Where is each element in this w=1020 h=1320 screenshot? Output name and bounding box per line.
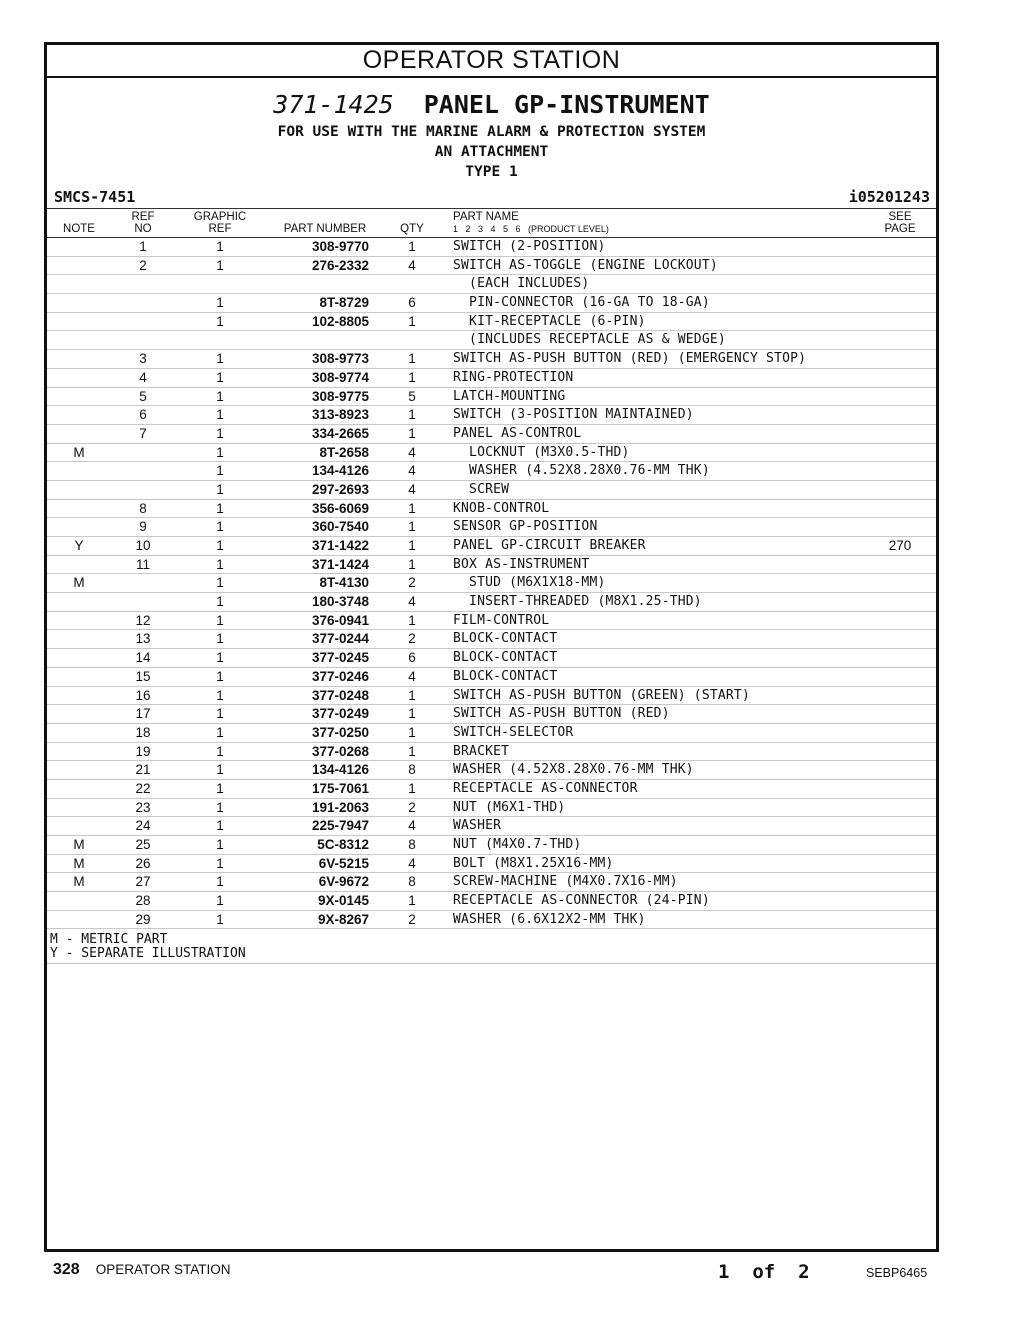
qty-cell: 2 xyxy=(408,575,416,591)
part-number-cell: 377-0268 xyxy=(311,743,369,759)
part-number-cell: 6V-9672 xyxy=(318,874,369,890)
page-of: 1 of 2 xyxy=(718,1261,810,1283)
col-ref-line1: REF xyxy=(131,211,155,223)
qty-cell: 2 xyxy=(408,799,416,815)
part-name-cell: SWITCH-SELECTOR xyxy=(453,724,574,740)
part-number-cell: 308-9770 xyxy=(311,239,369,254)
qty-cell: 4 xyxy=(408,594,416,610)
part-number-cell: 371-1424 xyxy=(311,556,369,572)
ref-no-cell: 22 xyxy=(135,780,151,796)
column-header-row xyxy=(47,209,936,238)
part-number-cell: 308-9775 xyxy=(311,388,369,404)
part-number-cell: 8T-4130 xyxy=(319,575,369,591)
subtitle-attachment: AN ATTACHMENT xyxy=(434,144,549,160)
parts-page-frame xyxy=(44,42,939,1252)
ref-no-cell: 1 xyxy=(139,239,147,254)
table-row xyxy=(47,855,936,874)
part-number-cell: 308-9773 xyxy=(311,351,369,367)
table-row xyxy=(47,369,936,388)
col-qty: QTY xyxy=(400,223,424,235)
part-name-cell: PIN-CONNECTOR (16-GA TO 18-GA) xyxy=(453,295,710,311)
qty-cell: 1 xyxy=(408,239,416,254)
qty-cell: 5 xyxy=(408,388,416,404)
graphic-ref-cell: 1 xyxy=(216,631,224,647)
part-name-cell: BLOCK-CONTACT xyxy=(453,668,558,684)
qty-cell: 1 xyxy=(408,687,416,703)
part-name-cell: FILM-CONTROL xyxy=(453,612,550,628)
table-row xyxy=(47,462,936,481)
qty-cell: 8 xyxy=(408,762,416,778)
table-row xyxy=(47,612,936,631)
part-name-cell: BOX AS-INSTRUMENT xyxy=(453,556,590,572)
part-number-cell: 134-4126 xyxy=(311,463,369,479)
part-number-cell: 134-4126 xyxy=(311,762,369,778)
part-number-cell: 308-9774 xyxy=(311,369,369,385)
graphic-ref-cell: 1 xyxy=(216,444,224,460)
table-row xyxy=(47,780,936,799)
table-row xyxy=(47,275,936,294)
part-number-cell: 360-7540 xyxy=(311,519,369,535)
table-row xyxy=(47,425,936,444)
ref-no-cell: 28 xyxy=(135,893,151,909)
graphic-ref-cell: 1 xyxy=(216,538,224,553)
graphic-ref-cell: 1 xyxy=(216,425,224,441)
qty-cell: 1 xyxy=(408,538,416,553)
table-row xyxy=(47,444,936,463)
part-name-cell: SWITCH AS-PUSH BUTTON (RED) xyxy=(453,706,670,722)
part-name-cell: WASHER (4.52X8.28X0.76-MM THK) xyxy=(453,463,710,479)
part-number-cell: 377-0250 xyxy=(311,724,369,740)
ref-no-cell: 15 xyxy=(135,668,151,684)
graphic-ref-cell: 1 xyxy=(216,500,224,516)
table-row xyxy=(47,388,936,407)
part-number-cell: 191-2063 xyxy=(311,799,369,815)
part-name-cell: SENSOR GP-POSITION xyxy=(453,519,598,535)
part-name-cell: RING-PROTECTION xyxy=(453,369,574,385)
ref-no-cell: 3 xyxy=(139,351,147,367)
ref-no-cell: 13 xyxy=(135,631,151,647)
part-name-cell: BOLT (M8X1.25X16-MM) xyxy=(453,855,614,871)
part-name-cell: RECEPTACLE AS-CONNECTOR xyxy=(453,780,638,796)
footer-left xyxy=(53,1261,230,1279)
graphic-ref-cell: 1 xyxy=(216,799,224,815)
part-name-cell: (EACH INCLUDES) xyxy=(453,276,590,292)
group-header xyxy=(47,78,936,209)
note-metric: M - METRIC PART xyxy=(50,932,168,948)
qty-cell: 1 xyxy=(408,351,416,367)
part-number-cell: 377-0249 xyxy=(311,706,369,722)
ref-no-cell: 18 xyxy=(135,724,151,740)
see-page-cell: 270 xyxy=(888,538,912,553)
graphic-ref-cell: 1 xyxy=(216,780,224,796)
table-row xyxy=(47,668,936,687)
subtitle-usage: FOR USE WITH THE MARINE ALARM & PROTECTION SYSTEM xyxy=(277,124,706,140)
graphic-ref-cell: 1 xyxy=(216,295,224,311)
part-number-cell: 8T-2658 xyxy=(319,444,369,460)
col-part-number: PART NUMBER xyxy=(283,223,367,235)
table-row xyxy=(47,556,936,575)
part-name-cell: BLOCK-CONTACT xyxy=(453,650,558,666)
group-part-name: PANEL GP-INSTRUMENT xyxy=(423,90,710,119)
table-row xyxy=(47,500,936,519)
graphic-ref-cell: 1 xyxy=(216,257,224,273)
table-row xyxy=(47,761,936,780)
qty-cell: 6 xyxy=(408,295,416,311)
qty-cell: 4 xyxy=(408,257,416,273)
part-number-cell: 8T-8729 xyxy=(319,295,369,311)
part-number-cell: 102-8805 xyxy=(311,313,369,329)
graphic-ref-cell: 1 xyxy=(216,612,224,628)
table-row xyxy=(47,649,936,668)
graphic-ref-cell: 1 xyxy=(216,239,224,254)
ref-no-cell: 27 xyxy=(135,874,151,890)
qty-cell: 1 xyxy=(408,724,416,740)
table-row xyxy=(47,687,936,706)
page-number: 328 xyxy=(53,1261,80,1278)
col-part-name: PART NAME xyxy=(453,211,519,223)
part-number-cell: 6V-5215 xyxy=(318,855,369,871)
ref-no-cell: 4 xyxy=(139,369,147,385)
col-graphic-line2: REF xyxy=(208,223,232,235)
table-row xyxy=(47,817,936,836)
qty-cell: 1 xyxy=(408,612,416,628)
part-number-cell: 313-8923 xyxy=(311,407,369,423)
qty-cell: 2 xyxy=(408,631,416,647)
part-number-cell: 297-2693 xyxy=(311,481,369,497)
part-name-cell: BRACKET xyxy=(453,743,510,759)
ref-no-cell: 6 xyxy=(139,407,147,423)
qty-cell: 1 xyxy=(408,780,416,796)
part-name-cell: STUD (M6X1X18-MM) xyxy=(453,575,606,591)
graphic-ref-cell: 1 xyxy=(216,407,224,423)
col-product-level: 1 2 3 4 5 6 (PRODUCT LEVEL) xyxy=(453,224,609,234)
ref-no-cell: 16 xyxy=(135,687,151,703)
part-name-cell: SWITCH (2-POSITION) xyxy=(453,239,606,254)
table-row xyxy=(47,537,936,556)
notes-legend xyxy=(47,929,936,964)
ref-no-cell: 23 xyxy=(135,799,151,815)
ref-no-cell: 2 xyxy=(139,257,147,273)
part-number-cell: 175-7061 xyxy=(311,780,369,796)
part-number-cell: 376-0941 xyxy=(311,612,369,628)
table-row xyxy=(47,294,936,313)
ref-no-cell: 19 xyxy=(135,743,151,759)
part-number-cell: 377-0244 xyxy=(311,631,369,647)
graphic-ref-cell: 1 xyxy=(216,313,224,329)
ref-no-cell: 24 xyxy=(135,818,151,834)
part-name-cell: PANEL GP-CIRCUIT BREAKER xyxy=(453,538,646,553)
illustration-id: i05201243 xyxy=(848,188,930,206)
qty-cell: 1 xyxy=(408,519,416,535)
part-name-cell: (INCLUDES RECEPTACLE AS & WEDGE) xyxy=(453,332,726,348)
qty-cell: 4 xyxy=(408,855,416,871)
graphic-ref-cell: 1 xyxy=(216,519,224,535)
table-row xyxy=(47,799,936,818)
table-row xyxy=(47,406,936,425)
graphic-ref-cell: 1 xyxy=(216,818,224,834)
note-cell: M xyxy=(73,855,85,871)
part-name-cell: LOCKNUT (M3X0.5-THD) xyxy=(453,444,630,460)
qty-cell: 1 xyxy=(408,425,416,441)
ref-no-cell: 26 xyxy=(135,855,151,871)
table-row xyxy=(47,238,936,257)
part-name-cell: BLOCK-CONTACT xyxy=(453,631,558,647)
note-cell: Y xyxy=(74,538,84,553)
part-number-cell: 5C-8312 xyxy=(317,837,369,852)
table-row xyxy=(47,705,936,724)
graphic-ref-cell: 1 xyxy=(216,351,224,367)
qty-cell: 1 xyxy=(408,407,416,423)
qty-cell: 4 xyxy=(408,463,416,479)
table-row xyxy=(47,350,936,369)
ref-no-cell: 11 xyxy=(135,556,150,572)
graphic-ref-cell: 1 xyxy=(216,668,224,684)
qty-cell: 4 xyxy=(408,818,416,834)
note-cell: M xyxy=(73,874,85,890)
table-row xyxy=(47,518,936,537)
part-name-cell: INSERT-THREADED (M8X1.25-THD) xyxy=(453,594,702,610)
part-number-cell: 180-3748 xyxy=(311,594,369,610)
part-name-cell: SWITCH AS-PUSH BUTTON (RED) (EMERGENCY STOP) xyxy=(453,351,807,367)
graphic-ref-cell: 1 xyxy=(216,575,224,591)
graphic-ref-cell: 1 xyxy=(216,893,224,909)
part-name-cell: SCREW xyxy=(453,481,510,497)
ref-no-cell: 25 xyxy=(135,837,151,852)
part-number-cell: 377-0246 xyxy=(311,668,369,684)
qty-cell: 1 xyxy=(408,369,416,385)
graphic-ref-cell: 1 xyxy=(216,388,224,404)
qty-cell: 1 xyxy=(408,893,416,909)
table-row xyxy=(47,911,936,930)
table-row xyxy=(47,593,936,612)
note-cell: M xyxy=(73,575,85,591)
graphic-ref-cell: 1 xyxy=(216,762,224,778)
part-name-cell: RECEPTACLE AS-CONNECTOR (24-PIN) xyxy=(453,893,710,909)
ref-no-cell: 7 xyxy=(139,425,147,441)
table-row xyxy=(47,724,936,743)
part-name-cell: SWITCH (3-POSITION MAINTAINED) xyxy=(453,407,694,423)
table-row xyxy=(47,574,936,593)
table-row xyxy=(47,743,936,762)
smcs-code: SMCS-7451 xyxy=(54,188,136,206)
section-title: OPERATOR STATION xyxy=(47,45,936,78)
qty-cell: 8 xyxy=(408,837,416,852)
part-name-cell: KIT-RECEPTACLE (6-PIN) xyxy=(453,313,646,329)
document-id: SEBP6465 xyxy=(866,1266,928,1280)
note-cell: M xyxy=(73,837,85,852)
part-name-cell: KNOB-CONTROL xyxy=(453,500,550,516)
ref-no-cell: 21 xyxy=(135,762,151,778)
part-name-cell: SWITCH AS-TOGGLE (ENGINE LOCKOUT) xyxy=(453,257,718,273)
note-cell: M xyxy=(73,444,85,460)
footer-section: OPERATOR STATION xyxy=(95,1262,231,1277)
part-number-cell: 9X-0145 xyxy=(317,893,369,909)
table-row xyxy=(47,313,936,332)
col-see-line1: SEE xyxy=(888,211,912,223)
qty-cell: 1 xyxy=(408,313,416,329)
col-ref-line2: NO xyxy=(134,223,152,235)
part-name-cell: SWITCH AS-PUSH BUTTON (GREEN) (START) xyxy=(453,687,750,703)
graphic-ref-cell: 1 xyxy=(216,874,224,890)
graphic-ref-cell: 1 xyxy=(216,724,224,740)
graphic-ref-cell: 1 xyxy=(216,481,224,497)
graphic-ref-cell: 1 xyxy=(216,556,224,572)
col-note: NOTE xyxy=(63,223,95,235)
part-name-cell: WASHER (6.6X12X2-MM THK) xyxy=(453,911,646,927)
table-row xyxy=(47,481,936,500)
ref-no-cell: 5 xyxy=(139,388,147,404)
qty-cell: 2 xyxy=(408,911,416,927)
ref-no-cell: 17 xyxy=(135,706,151,722)
part-number-cell: 377-0245 xyxy=(311,650,369,666)
part-number-cell: 371-1422 xyxy=(311,538,369,553)
table-row xyxy=(47,892,936,911)
part-name-cell: WASHER (4.52X8.28X0.76-MM THK) xyxy=(453,762,694,778)
table-row xyxy=(47,873,936,892)
col-graphic-line1: GRAPHIC xyxy=(193,211,247,223)
part-name-cell: SCREW-MACHINE (M4X0.7X16-MM) xyxy=(453,874,678,890)
part-number-cell: 276-2332 xyxy=(311,257,369,273)
qty-cell: 8 xyxy=(408,874,416,890)
ref-no-cell: 29 xyxy=(135,911,151,927)
ref-no-cell: 8 xyxy=(139,500,147,516)
part-number-cell: 356-6069 xyxy=(311,500,369,516)
table-row xyxy=(47,836,936,855)
graphic-ref-cell: 1 xyxy=(216,706,224,722)
part-name-cell: LATCH-MOUNTING xyxy=(453,388,566,404)
part-number-cell: 225-7947 xyxy=(311,818,369,834)
col-see-line2: PAGE xyxy=(884,223,916,235)
graphic-ref-cell: 1 xyxy=(216,743,224,759)
qty-cell: 4 xyxy=(408,444,416,460)
qty-cell: 1 xyxy=(408,500,416,516)
graphic-ref-cell: 1 xyxy=(216,855,224,871)
table-row xyxy=(47,630,936,649)
table-row xyxy=(47,331,936,350)
group-title xyxy=(47,90,936,119)
note-separate-illustration: Y - SEPARATE ILLUSTRATION xyxy=(50,946,246,962)
part-name-cell: PANEL AS-CONTROL xyxy=(453,425,582,441)
qty-cell: 4 xyxy=(408,668,416,684)
graphic-ref-cell: 1 xyxy=(216,650,224,666)
group-part-number: 371-1425 xyxy=(273,90,394,119)
part-name-cell: NUT (M4X0.7-THD) xyxy=(453,837,582,852)
qty-cell: 6 xyxy=(408,650,416,666)
part-name-cell: NUT (M6X1-THD) xyxy=(453,799,566,815)
graphic-ref-cell: 1 xyxy=(216,687,224,703)
part-number-cell: 377-0248 xyxy=(311,687,369,703)
ref-no-cell: 10 xyxy=(135,538,151,553)
qty-cell: 1 xyxy=(408,743,416,759)
part-name-cell: WASHER xyxy=(453,818,502,834)
ref-no-cell: 14 xyxy=(135,650,151,666)
table-row xyxy=(47,257,936,276)
part-number-cell: 334-2665 xyxy=(311,425,369,441)
ref-no-cell: 9 xyxy=(139,519,147,535)
parts-table xyxy=(47,238,936,929)
ref-no-cell: 12 xyxy=(135,612,151,628)
qty-cell: 1 xyxy=(408,706,416,722)
graphic-ref-cell: 1 xyxy=(216,837,224,852)
graphic-ref-cell: 1 xyxy=(216,369,224,385)
graphic-ref-cell: 1 xyxy=(216,594,224,610)
graphic-ref-cell: 1 xyxy=(216,911,224,927)
subtitle-type: TYPE 1 xyxy=(465,164,518,180)
qty-cell: 4 xyxy=(408,481,416,497)
qty-cell: 1 xyxy=(408,556,416,572)
graphic-ref-cell: 1 xyxy=(216,463,224,479)
part-number-cell: 9X-8267 xyxy=(317,911,369,927)
